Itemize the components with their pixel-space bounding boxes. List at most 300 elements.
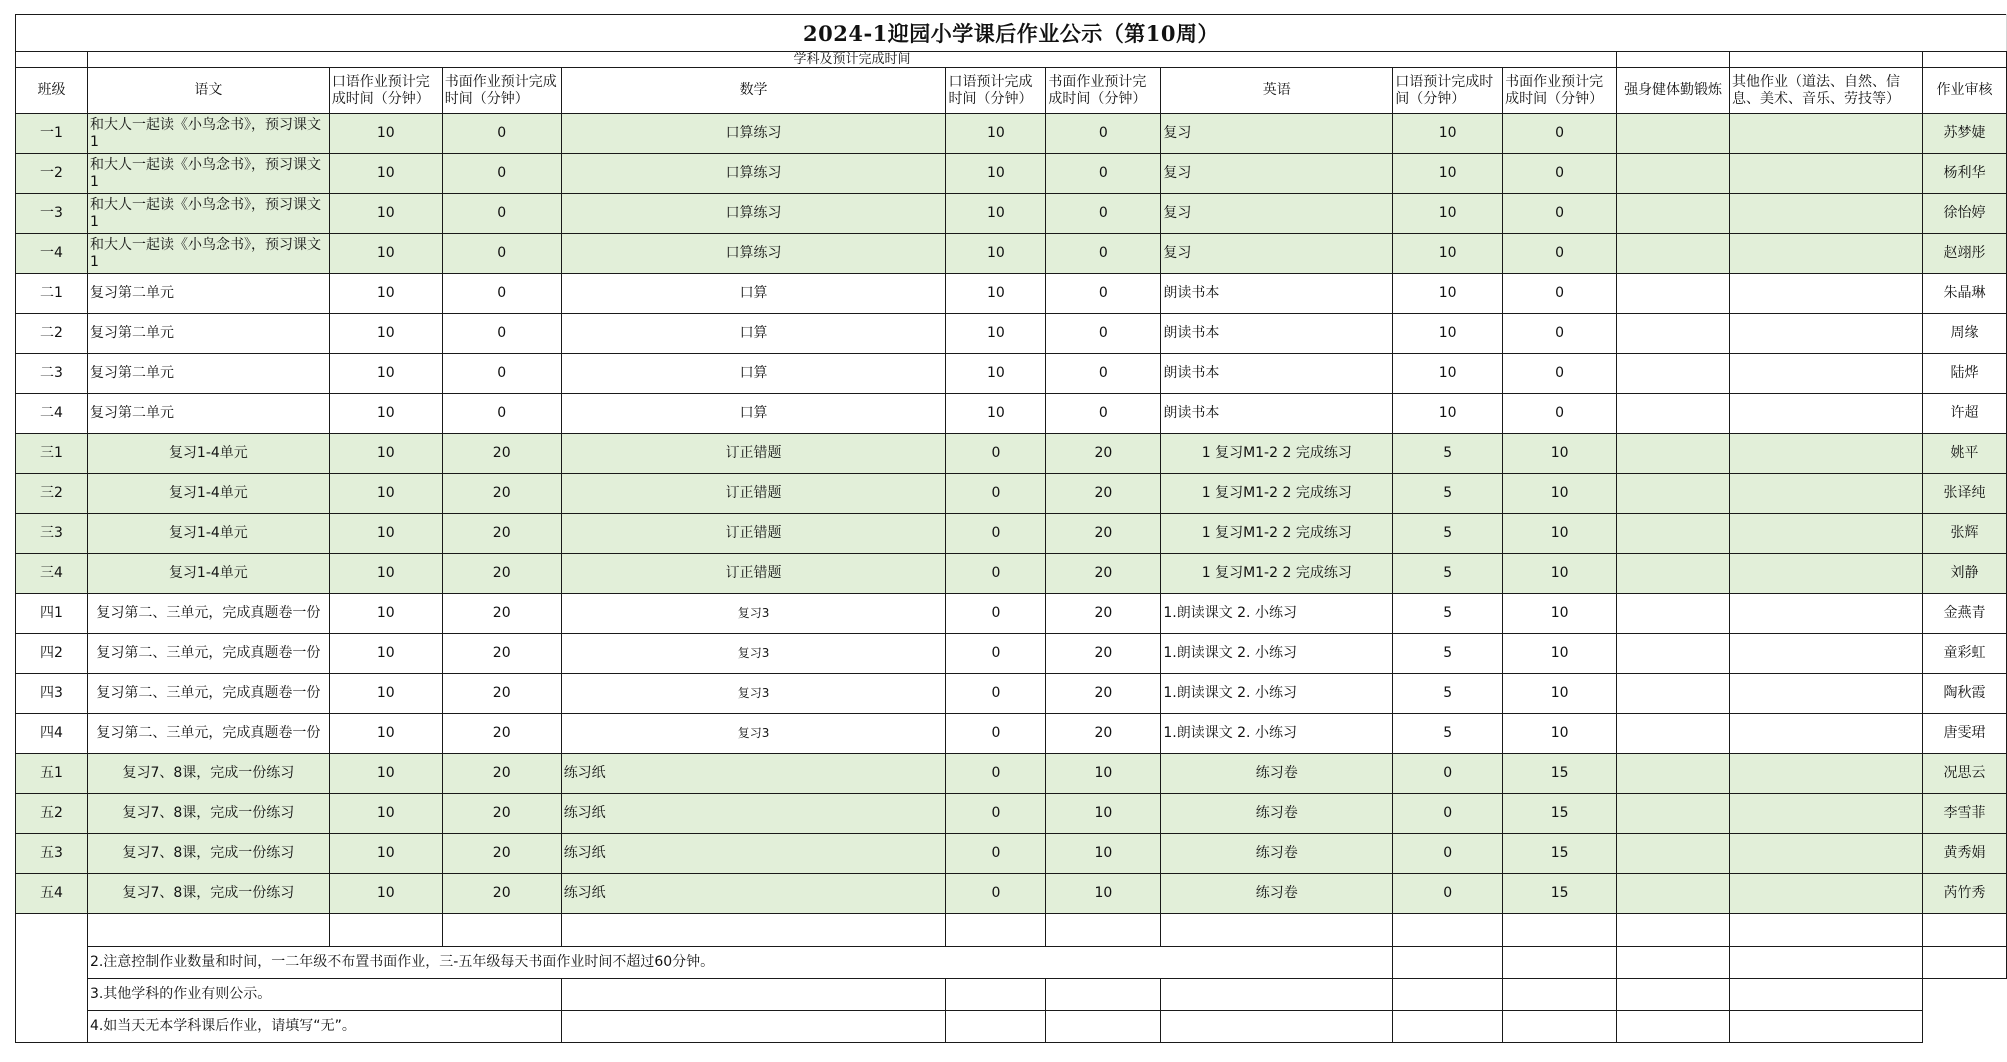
cell-exercise xyxy=(1617,314,1730,354)
cell-english: 1 复习M1-2 2 完成练习 xyxy=(1161,514,1393,554)
sheet-title: 2024-1迎园小学课后作业公示（第10周） xyxy=(16,15,2007,52)
cell-cn-written-time: 0 xyxy=(442,314,561,354)
cell-en-written-time: 10 xyxy=(1503,554,1617,594)
cell-other-homework xyxy=(1730,714,1923,754)
cell-math: 练习纸 xyxy=(561,754,946,794)
cell-chinese: 复习第二、三单元，完成真题卷一份 xyxy=(87,594,329,634)
blank-cell xyxy=(1922,947,2006,979)
cell-cn-written-time: 0 xyxy=(442,114,561,154)
header-reviewer: 作业审核 xyxy=(1922,68,2006,114)
cell-class: 四3 xyxy=(16,674,88,714)
cell-cn-oral-time: 10 xyxy=(329,234,442,274)
cell-chinese: 复习7、8课，完成一份练习 xyxy=(87,794,329,834)
cell-english: 朗读书本 xyxy=(1161,274,1393,314)
blank-cell xyxy=(16,52,88,68)
cell-reviewer: 张辉 xyxy=(1922,514,2006,554)
table-row xyxy=(16,314,2007,354)
homework-sheet xyxy=(15,14,2007,1043)
cell-en-oral-time: 10 xyxy=(1393,354,1503,394)
cell-chinese: 复习1-4单元 xyxy=(87,474,329,514)
cell-english: 1.朗读课文 2. 小练习 xyxy=(1161,594,1393,634)
cell-cn-written-time: 0 xyxy=(442,354,561,394)
cell-cn-written-time: 20 xyxy=(442,594,561,634)
cell-math-oral-time: 10 xyxy=(946,354,1046,394)
cell-english: 朗读书本 xyxy=(1161,394,1393,434)
table-row xyxy=(16,394,2007,434)
cell-cn-written-time: 0 xyxy=(442,274,561,314)
cell-exercise xyxy=(1617,874,1730,914)
cell-cn-oral-time: 10 xyxy=(329,514,442,554)
cell-class: 三3 xyxy=(16,514,88,554)
header-cn-oral-time: 口语作业预计完成时间（分钟） xyxy=(329,68,442,114)
cell-exercise xyxy=(1617,394,1730,434)
blank-cell xyxy=(1046,1011,1161,1043)
cell-other-homework xyxy=(1730,114,1923,154)
cell-math: 口算 xyxy=(561,274,946,314)
blank-cell xyxy=(1503,1011,1617,1043)
cell-exercise xyxy=(1617,274,1730,314)
blank-cell xyxy=(1730,979,1923,1011)
header-math-oral-time: 口语预计完成时间（分钟） xyxy=(946,68,1046,114)
blank-cell xyxy=(442,914,561,947)
blank-cell xyxy=(561,914,946,947)
cell-exercise xyxy=(1617,434,1730,474)
cell-english: 练习卷 xyxy=(1161,874,1393,914)
cell-exercise xyxy=(1617,114,1730,154)
cell-other-homework xyxy=(1730,594,1923,634)
cell-cn-oral-time: 10 xyxy=(329,474,442,514)
cell-cn-written-time: 20 xyxy=(442,514,561,554)
cell-other-homework xyxy=(1730,354,1923,394)
cell-en-written-time: 10 xyxy=(1503,474,1617,514)
cell-english: 复习 xyxy=(1161,114,1393,154)
blank-cell xyxy=(1922,914,2006,947)
cell-en-oral-time: 0 xyxy=(1393,874,1503,914)
cell-other-homework xyxy=(1730,234,1923,274)
header-chinese: 语文 xyxy=(87,68,329,114)
cell-cn-written-time: 0 xyxy=(442,234,561,274)
cell-en-written-time: 0 xyxy=(1503,394,1617,434)
cell-exercise xyxy=(1617,634,1730,674)
cell-class: 三4 xyxy=(16,554,88,594)
cell-math: 练习纸 xyxy=(561,874,946,914)
cell-chinese: 复习第二、三单元，完成真题卷一份 xyxy=(87,634,329,674)
cell-en-written-time: 10 xyxy=(1503,514,1617,554)
blank-cell xyxy=(1730,947,1923,979)
blank-cell xyxy=(561,1011,946,1043)
cell-math: 练习纸 xyxy=(561,794,946,834)
cell-math-oral-time: 0 xyxy=(946,434,1046,474)
cell-math-oral-time: 10 xyxy=(946,194,1046,234)
cell-math-written-time: 20 xyxy=(1046,674,1161,714)
cell-cn-oral-time: 10 xyxy=(329,874,442,914)
note-4: 4.如当天无本学科课后作业，请填写“无”。 xyxy=(87,1011,561,1043)
cell-math-written-time: 20 xyxy=(1046,634,1161,674)
cell-english: 练习卷 xyxy=(1161,754,1393,794)
notes-left-cell xyxy=(16,914,88,1043)
cell-en-written-time: 0 xyxy=(1503,114,1617,154)
cell-math-oral-time: 0 xyxy=(946,754,1046,794)
cell-chinese: 复习7、8课，完成一份练习 xyxy=(87,754,329,794)
table-row xyxy=(16,874,2007,914)
cell-en-written-time: 10 xyxy=(1503,674,1617,714)
blank-cell xyxy=(561,979,946,1011)
cell-other-homework xyxy=(1730,394,1923,434)
cell-math: 口算 xyxy=(561,394,946,434)
blank-cell xyxy=(1617,1011,1730,1043)
cell-math: 订正错题 xyxy=(561,554,946,594)
cell-math: 练习纸 xyxy=(561,834,946,874)
cell-other-homework xyxy=(1730,154,1923,194)
cell-exercise xyxy=(1617,714,1730,754)
cell-other-homework xyxy=(1730,674,1923,714)
cell-en-written-time: 10 xyxy=(1503,594,1617,634)
note-2: 2.注意控制作业数量和时间，一二年级不布置书面作业，三-五年级每天书面作业时间不超过60分钟。 xyxy=(87,947,1392,979)
blank-cell xyxy=(1393,1011,1503,1043)
cell-cn-written-time: 20 xyxy=(442,474,561,514)
cell-cn-oral-time: 10 xyxy=(329,594,442,634)
cell-other-homework xyxy=(1730,874,1923,914)
cell-math-oral-time: 0 xyxy=(946,874,1046,914)
blank-cell xyxy=(1393,914,1503,947)
cell-en-written-time: 0 xyxy=(1503,194,1617,234)
cell-exercise xyxy=(1617,754,1730,794)
cell-reviewer: 赵翊彤 xyxy=(1922,234,2006,274)
blank-cell xyxy=(1922,52,2006,68)
cell-math-oral-time: 10 xyxy=(946,234,1046,274)
cell-math: 口算练习 xyxy=(561,114,946,154)
cell-english: 复习 xyxy=(1161,154,1393,194)
blank-cell xyxy=(329,914,442,947)
cell-cn-written-time: 0 xyxy=(442,394,561,434)
table-row xyxy=(16,354,2007,394)
cell-en-oral-time: 5 xyxy=(1393,434,1503,474)
blank-cell xyxy=(1503,914,1617,947)
blank-cell xyxy=(87,914,329,947)
table-row xyxy=(16,274,2007,314)
cell-english: 朗读书本 xyxy=(1161,314,1393,354)
cell-reviewer: 黄秀娟 xyxy=(1922,834,2006,874)
cell-en-oral-time: 0 xyxy=(1393,794,1503,834)
cell-en-written-time: 10 xyxy=(1503,634,1617,674)
table-row xyxy=(16,714,2007,754)
cell-en-oral-time: 5 xyxy=(1393,594,1503,634)
cell-en-oral-time: 5 xyxy=(1393,474,1503,514)
cell-reviewer: 杨利华 xyxy=(1922,154,2006,194)
cell-reviewer: 许超 xyxy=(1922,394,2006,434)
cell-exercise xyxy=(1617,594,1730,634)
cell-en-oral-time: 10 xyxy=(1393,394,1503,434)
cell-math: 复习3 xyxy=(561,634,946,674)
blank-cell xyxy=(1730,52,1923,68)
blank-cell xyxy=(1161,1011,1393,1043)
cell-class: 二1 xyxy=(16,274,88,314)
header-other-homework: 其他作业（道法、自然、信息、美术、音乐、劳技等） xyxy=(1730,68,1923,114)
cell-reviewer: 刘静 xyxy=(1922,554,2006,594)
blank-cell xyxy=(1617,914,1730,947)
blank-cell xyxy=(946,1011,1046,1043)
cell-cn-written-time: 0 xyxy=(442,154,561,194)
cell-chinese: 和大人一起读《小鸟念书》，预习课文1 xyxy=(87,234,329,274)
cell-math-written-time: 0 xyxy=(1046,394,1161,434)
cell-english: 1.朗读课文 2. 小练习 xyxy=(1161,674,1393,714)
cell-math-written-time: 20 xyxy=(1046,714,1161,754)
cell-math: 口算 xyxy=(561,314,946,354)
cell-chinese: 复习第二、三单元，完成真题卷一份 xyxy=(87,714,329,754)
cell-en-written-time: 0 xyxy=(1503,314,1617,354)
cell-other-homework xyxy=(1730,434,1923,474)
cell-math-oral-time: 0 xyxy=(946,514,1046,554)
blank-cell xyxy=(1617,947,1730,979)
header-english: 英语 xyxy=(1161,68,1393,114)
cell-class: 五1 xyxy=(16,754,88,794)
cell-cn-oral-time: 10 xyxy=(329,114,442,154)
cell-en-written-time: 0 xyxy=(1503,154,1617,194)
cell-english: 1 复习M1-2 2 完成练习 xyxy=(1161,554,1393,594)
cell-math-oral-time: 0 xyxy=(946,634,1046,674)
cell-math-written-time: 20 xyxy=(1046,554,1161,594)
cell-english: 复习 xyxy=(1161,234,1393,274)
cell-cn-oral-time: 10 xyxy=(329,714,442,754)
cell-cn-oral-time: 10 xyxy=(329,274,442,314)
table-row xyxy=(16,434,2007,474)
table-row xyxy=(16,474,2007,514)
cell-english: 练习卷 xyxy=(1161,834,1393,874)
cell-cn-oral-time: 10 xyxy=(329,394,442,434)
cell-math-written-time: 0 xyxy=(1046,274,1161,314)
cell-math-written-time: 0 xyxy=(1046,114,1161,154)
cell-exercise xyxy=(1617,194,1730,234)
cell-cn-written-time: 20 xyxy=(442,794,561,834)
cell-english: 复习 xyxy=(1161,194,1393,234)
blank-cell xyxy=(1617,979,1730,1011)
cell-en-oral-time: 5 xyxy=(1393,514,1503,554)
blank-cell xyxy=(1617,52,1730,68)
cell-math-written-time: 0 xyxy=(1046,354,1161,394)
cell-exercise xyxy=(1617,354,1730,394)
cell-math-oral-time: 0 xyxy=(946,594,1046,634)
cell-other-homework xyxy=(1730,754,1923,794)
cell-class: 一3 xyxy=(16,194,88,234)
cell-math-oral-time: 0 xyxy=(946,474,1046,514)
cell-math-oral-time: 0 xyxy=(946,674,1046,714)
cell-cn-oral-time: 10 xyxy=(329,434,442,474)
cell-math-written-time: 0 xyxy=(1046,154,1161,194)
cell-reviewer: 徐怡婷 xyxy=(1922,194,2006,234)
cell-english: 1 复习M1-2 2 完成练习 xyxy=(1161,474,1393,514)
cell-math-written-time: 10 xyxy=(1046,754,1161,794)
cell-cn-written-time: 20 xyxy=(442,634,561,674)
cell-other-homework xyxy=(1730,274,1923,314)
blank-cell xyxy=(1046,979,1161,1011)
cell-math: 订正错题 xyxy=(561,434,946,474)
header-math: 数学 xyxy=(561,68,946,114)
blank-cell xyxy=(1393,979,1503,1011)
header-cn-written-time: 书面作业预计完成时间（分钟） xyxy=(442,68,561,114)
cell-math-oral-time: 10 xyxy=(946,274,1046,314)
cell-math: 口算练习 xyxy=(561,154,946,194)
cell-math-oral-time: 0 xyxy=(946,794,1046,834)
cell-math-written-time: 20 xyxy=(1046,514,1161,554)
cell-math-written-time: 20 xyxy=(1046,434,1161,474)
cell-english: 1.朗读课文 2. 小练习 xyxy=(1161,634,1393,674)
cell-other-homework xyxy=(1730,474,1923,514)
cell-reviewer: 张译纯 xyxy=(1922,474,2006,514)
cell-math: 订正错题 xyxy=(561,514,946,554)
cell-reviewer: 姚平 xyxy=(1922,434,2006,474)
cell-en-written-time: 15 xyxy=(1503,754,1617,794)
cell-cn-oral-time: 10 xyxy=(329,794,442,834)
cell-math-oral-time: 10 xyxy=(946,154,1046,194)
header-class: 班级 xyxy=(16,68,88,114)
cell-reviewer: 周缘 xyxy=(1922,314,2006,354)
cell-cn-oral-time: 10 xyxy=(329,354,442,394)
cell-other-homework xyxy=(1730,794,1923,834)
cell-reviewer: 陆烨 xyxy=(1922,354,2006,394)
table-row xyxy=(16,794,2007,834)
cell-cn-written-time: 20 xyxy=(442,874,561,914)
cell-english: 朗读书本 xyxy=(1161,354,1393,394)
blank-cell xyxy=(1503,979,1617,1011)
header-en-oral-time: 口语预计完成时间（分钟） xyxy=(1393,68,1503,114)
cell-en-written-time: 10 xyxy=(1503,434,1617,474)
blank-cell xyxy=(946,979,1046,1011)
cell-class: 五3 xyxy=(16,834,88,874)
cell-math-oral-time: 0 xyxy=(946,554,1046,594)
cell-chinese: 复习7、8课，完成一份练习 xyxy=(87,874,329,914)
cell-exercise xyxy=(1617,794,1730,834)
homework-table xyxy=(15,14,2007,1043)
cell-cn-oral-time: 10 xyxy=(329,194,442,234)
cell-reviewer: 况思云 xyxy=(1922,754,2006,794)
cell-reviewer: 陶秋霞 xyxy=(1922,674,2006,714)
cell-math: 订正错题 xyxy=(561,474,946,514)
cell-cn-oral-time: 10 xyxy=(329,314,442,354)
cell-chinese: 复习第二单元 xyxy=(87,314,329,354)
cell-class: 一2 xyxy=(16,154,88,194)
cell-en-oral-time: 5 xyxy=(1393,554,1503,594)
cell-en-oral-time: 5 xyxy=(1393,634,1503,674)
cell-class: 二3 xyxy=(16,354,88,394)
cell-exercise xyxy=(1617,834,1730,874)
table-row xyxy=(16,554,2007,594)
cell-english: 1.朗读课文 2. 小练习 xyxy=(1161,714,1393,754)
cell-cn-oral-time: 10 xyxy=(329,634,442,674)
cell-math-written-time: 0 xyxy=(1046,314,1161,354)
cell-class: 三2 xyxy=(16,474,88,514)
cell-chinese: 复习第二单元 xyxy=(87,354,329,394)
cell-class: 四2 xyxy=(16,634,88,674)
table-row xyxy=(16,154,2007,194)
cell-en-written-time: 15 xyxy=(1503,834,1617,874)
cell-chinese: 复习第二、三单元，完成真题卷一份 xyxy=(87,674,329,714)
blank-cell xyxy=(946,914,1046,947)
cell-chinese: 复习1-4单元 xyxy=(87,554,329,594)
subject-time-subheader: 学科及预计完成时间 xyxy=(87,52,1616,68)
cell-class: 五2 xyxy=(16,794,88,834)
cell-exercise xyxy=(1617,474,1730,514)
cell-math: 口算练习 xyxy=(561,194,946,234)
cell-en-oral-time: 5 xyxy=(1393,714,1503,754)
cell-exercise xyxy=(1617,514,1730,554)
cell-class: 二4 xyxy=(16,394,88,434)
blank-cell xyxy=(1046,914,1161,947)
cell-math: 口算 xyxy=(561,354,946,394)
table-row xyxy=(16,114,2007,154)
cell-reviewer: 唐雯珺 xyxy=(1922,714,2006,754)
cell-cn-oral-time: 10 xyxy=(329,834,442,874)
cell-class: 一4 xyxy=(16,234,88,274)
cell-en-oral-time: 0 xyxy=(1393,754,1503,794)
cell-math-written-time: 20 xyxy=(1046,594,1161,634)
cell-chinese: 复习1-4单元 xyxy=(87,514,329,554)
cell-math-oral-time: 0 xyxy=(946,714,1046,754)
cell-cn-written-time: 20 xyxy=(442,554,561,594)
cell-reviewer: 苏梦婕 xyxy=(1922,114,2006,154)
cell-cn-oral-time: 10 xyxy=(329,674,442,714)
cell-en-oral-time: 5 xyxy=(1393,674,1503,714)
cell-en-oral-time: 10 xyxy=(1393,114,1503,154)
table-row xyxy=(16,194,2007,234)
cell-english: 练习卷 xyxy=(1161,794,1393,834)
cell-exercise xyxy=(1617,674,1730,714)
cell-math-written-time: 0 xyxy=(1046,234,1161,274)
cell-reviewer: 朱晶琳 xyxy=(1922,274,2006,314)
cell-cn-written-time: 20 xyxy=(442,834,561,874)
cell-math: 复习3 xyxy=(561,594,946,634)
table-row xyxy=(16,514,2007,554)
blank-cell xyxy=(1730,1011,1923,1043)
cell-math-written-time: 10 xyxy=(1046,834,1161,874)
cell-reviewer: 李雪菲 xyxy=(1922,794,2006,834)
cell-en-oral-time: 10 xyxy=(1393,274,1503,314)
cell-math-written-time: 10 xyxy=(1046,874,1161,914)
header-exercise: 强身健体勤锻炼 xyxy=(1617,68,1730,114)
header-math-written-time: 书面作业预计完成时间（分钟） xyxy=(1046,68,1161,114)
table-row xyxy=(16,634,2007,674)
cell-chinese: 和大人一起读《小鸟念书》，预习课文1 xyxy=(87,114,329,154)
cell-en-oral-time: 10 xyxy=(1393,314,1503,354)
cell-chinese: 和大人一起读《小鸟念书》，预习课文1 xyxy=(87,154,329,194)
cell-exercise xyxy=(1617,154,1730,194)
cell-en-written-time: 0 xyxy=(1503,234,1617,274)
table-row xyxy=(16,594,2007,634)
cell-en-oral-time: 10 xyxy=(1393,154,1503,194)
cell-other-homework xyxy=(1730,194,1923,234)
cell-math: 口算练习 xyxy=(561,234,946,274)
cell-en-written-time: 15 xyxy=(1503,874,1617,914)
header-en-written-time: 书面作业预计完成时间（分钟） xyxy=(1503,68,1617,114)
cell-math-written-time: 10 xyxy=(1046,794,1161,834)
cell-cn-oral-time: 10 xyxy=(329,754,442,794)
cell-cn-written-time: 20 xyxy=(442,674,561,714)
cell-class: 四4 xyxy=(16,714,88,754)
cell-en-written-time: 0 xyxy=(1503,274,1617,314)
cell-math-oral-time: 10 xyxy=(946,114,1046,154)
cell-en-written-time: 0 xyxy=(1503,354,1617,394)
cell-cn-oral-time: 10 xyxy=(329,554,442,594)
cell-en-oral-time: 10 xyxy=(1393,194,1503,234)
cell-math-written-time: 0 xyxy=(1046,194,1161,234)
cell-class: 二2 xyxy=(16,314,88,354)
blank-cell xyxy=(1730,914,1923,947)
cell-cn-written-time: 20 xyxy=(442,434,561,474)
cell-chinese: 复习7、8课，完成一份练习 xyxy=(87,834,329,874)
cell-chinese: 和大人一起读《小鸟念书》，预习课文1 xyxy=(87,194,329,234)
cell-other-homework xyxy=(1730,834,1923,874)
table-row xyxy=(16,234,2007,274)
cell-exercise xyxy=(1617,554,1730,594)
